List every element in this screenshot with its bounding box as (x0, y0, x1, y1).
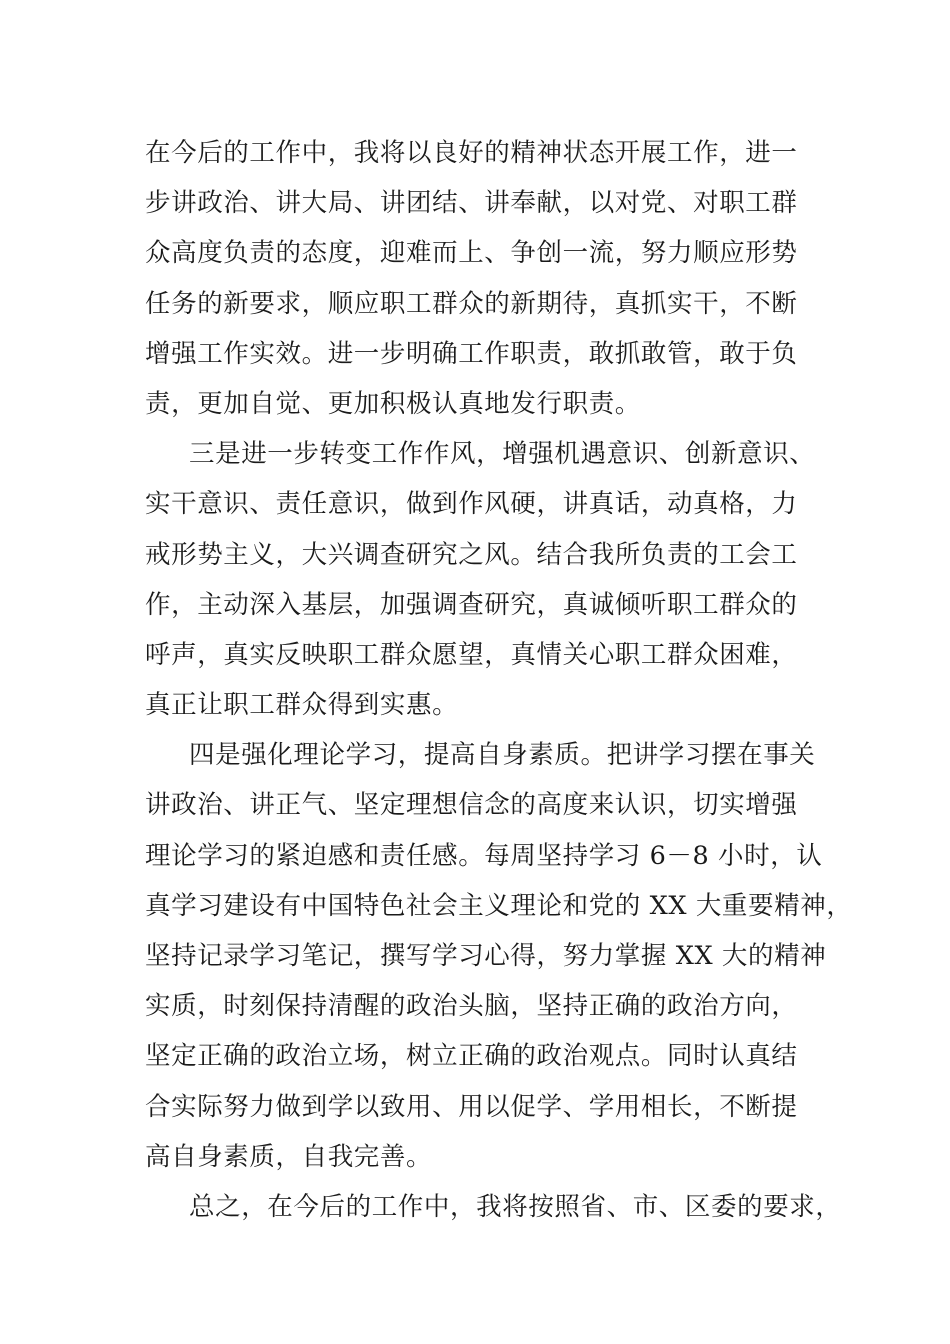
text-line: 讲政治、讲正气、坚定理想信念的高度来认识，切实增强 (145, 790, 798, 821)
paragraph-work-style (145, 429, 835, 730)
text-line: 增强工作实效。进一步明确工作职责，敢抓敢管，敢于负 (145, 338, 798, 369)
text-line: 在今后的工作中，我将以良好的精神状态开展工作，进一 (145, 138, 798, 168)
text-line: 真学习建设有中国特色社会主义理论和党的 XX 大重要精神， (145, 890, 853, 921)
text-line: 责，更加自觉、更加积极认真地发行职责。 (145, 388, 641, 419)
text-line: 坚持记录学习笔记，撰写学习心得，努力掌握 XX 大的精神 (145, 941, 827, 971)
text-line: 戒形势主义，大兴调查研究之风。结合我所负责的工会工 (145, 539, 798, 570)
text-line: 实干意识、责任意识，做到作风硬，讲真话，动真格，力 (145, 489, 798, 520)
text-line: 呼声，真实反映职工群众愿望，真情关心职工群众困难， (145, 639, 798, 670)
text-line: 实质，时刻保持清醒的政治头脑，坚持正确的政治方向， (145, 991, 798, 1022)
paragraph-work-attitude (145, 128, 835, 429)
text-line: 作，主动深入基层，加强调查研究，真诚倾听职工群众的 (145, 589, 798, 620)
text-line: 高自身素质，自我完善。 (145, 1141, 433, 1172)
paragraph-conclusion (145, 1182, 842, 1232)
paragraph-theory-study (145, 730, 853, 1182)
text-line: 理论学习的紧迫感和责任感。每周坚持学习 6－8 小时，认 (145, 840, 823, 871)
text-line: 合实际努力做到学以致用、用以促学、学用相长，不断提 (145, 1091, 798, 1122)
text-line: 三是进一步转变工作作风，增强机遇意识、创新意识、 (189, 439, 816, 470)
text-line: 总之，在今后的工作中，我将按照省、市、区委的要求， (189, 1191, 842, 1222)
text-line: 四是强化理论学习，提高自身素质。把讲学习摆在事关 (189, 740, 816, 771)
text-line: 坚定正确的政治立场，树立正确的政治观点。同时认真结 (145, 1041, 798, 1072)
document-body (145, 128, 853, 1232)
text-line: 步讲政治、讲大局、讲团结、讲奉献，以对党、对职工群 (145, 188, 798, 219)
text-line: 任务的新要求，顺应职工群众的新期待，真抓实干，不断 (145, 288, 798, 319)
text-line: 众高度负责的态度，迎难而上、争创一流，努力顺应形势 (145, 238, 798, 269)
text-line: 真正让职工群众得到实惠。 (145, 690, 459, 721)
